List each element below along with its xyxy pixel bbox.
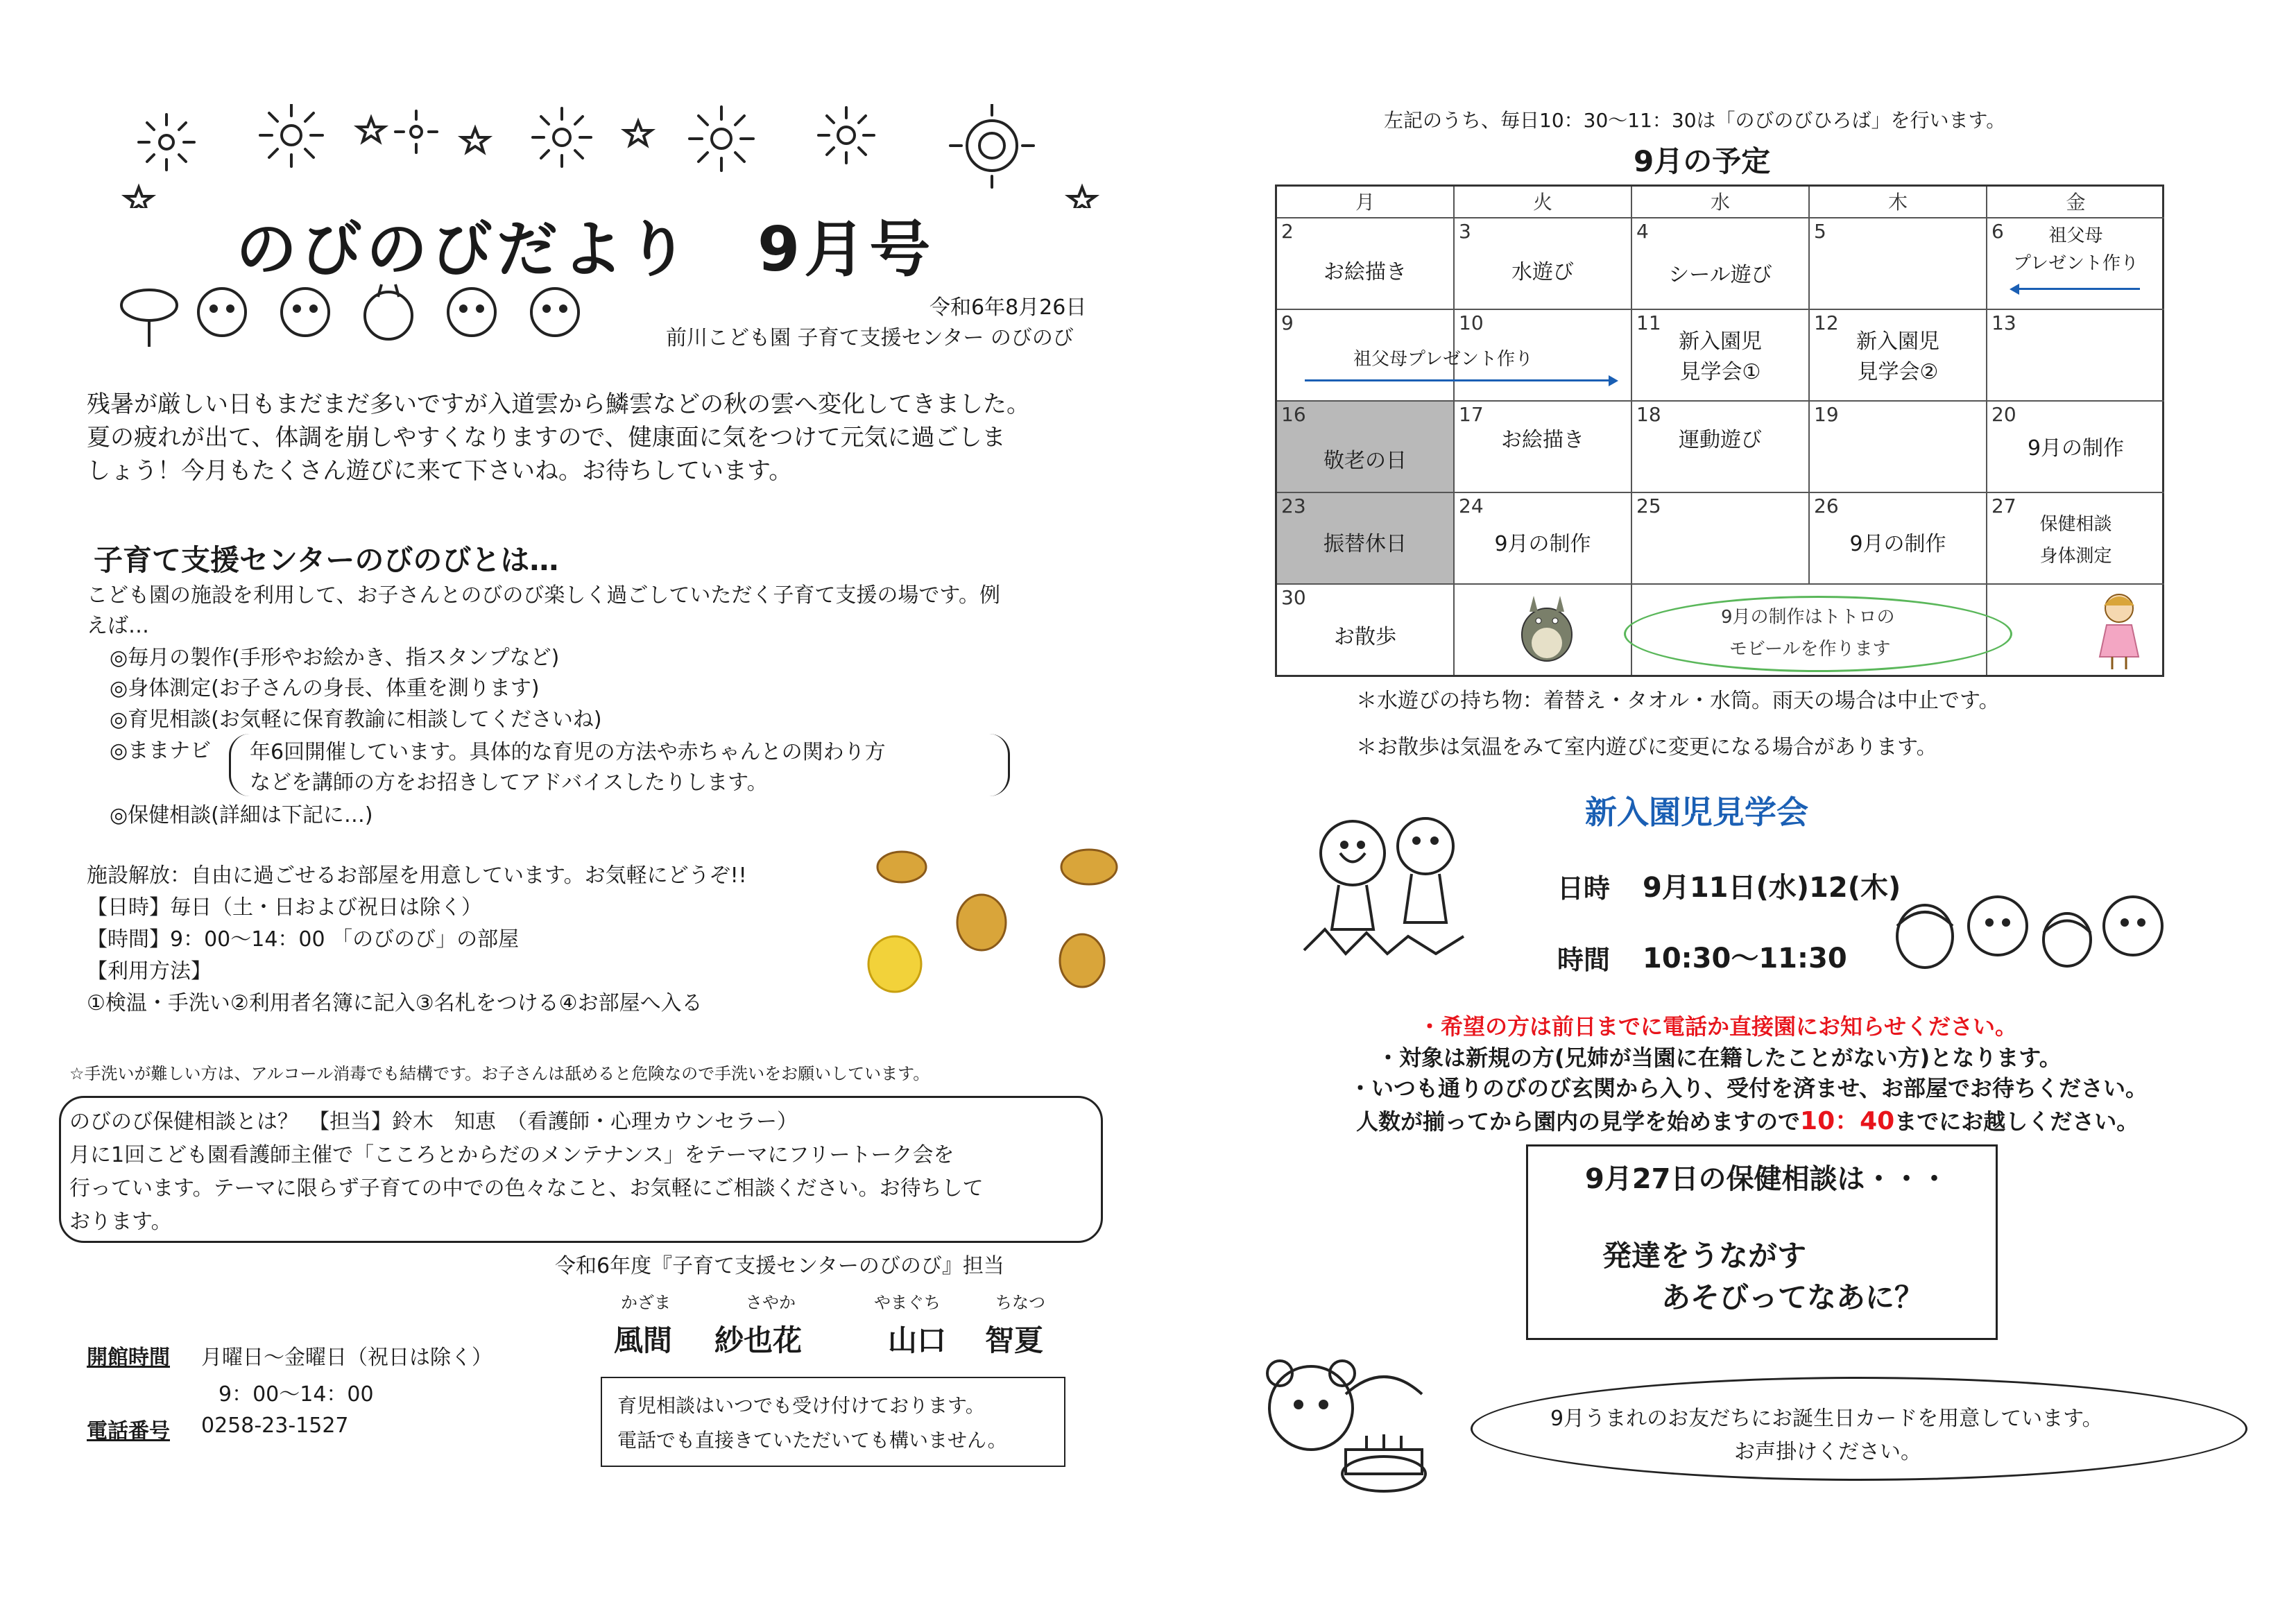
arrow-right-icon	[1305, 379, 1610, 381]
phone-label: 電話番号	[87, 1419, 170, 1443]
bubble-line-1: 9月の制作はトトロの	[1721, 607, 1895, 628]
day-number: 27	[1991, 495, 2016, 517]
arrow-left-head	[2010, 284, 2019, 295]
fireworks-decoration	[111, 104, 1103, 208]
cal-cell	[1810, 310, 1987, 402]
visit-note-red: ・希望の方は前日までに電話か直接園にお知らせください。	[1419, 1013, 2018, 1040]
schedule-note: 左記のうち、毎日10：30～11：30は「のびのびひろば」を行います。	[1384, 109, 2006, 132]
health-27-line-1: 発達をうながす	[1602, 1239, 1807, 1273]
totoro-illustration	[1516, 594, 1578, 667]
visit-title: 新入園児見学会	[1585, 793, 1808, 831]
staff-name-2: 紗也花	[714, 1323, 803, 1357]
facility-line-4: 【利用方法】	[87, 959, 212, 984]
cal-cell	[1277, 585, 1455, 675]
cal-cell	[1987, 493, 2164, 585]
day-event: 祖父母	[2048, 225, 2103, 246]
visit-time: 10:30～11:30	[1643, 943, 1847, 974]
staff-ruby-3: やまぐち	[874, 1293, 941, 1312]
cal-cell-holiday	[1277, 402, 1455, 493]
day-number: 2	[1281, 220, 1294, 243]
about-heading: 子育て支援センターのびのびとは…	[94, 543, 559, 577]
note-water-play: ＊水遊びの持ち物：着替え・タオル・水筒。雨天の場合は中止です。	[1356, 689, 2000, 713]
weekday-tue: 火	[1455, 187, 1632, 218]
girl-illustration	[2091, 590, 2147, 675]
day-number: 18	[1636, 403, 1661, 426]
day-number: 4	[1636, 220, 1649, 243]
cal-cell	[1455, 493, 1632, 585]
day-number: 11	[1636, 311, 1661, 334]
visit-note-3-time: 10：40	[1800, 1107, 1895, 1135]
visit-date: 9月11日(水)12(木)	[1643, 872, 1901, 904]
children-illustration	[1297, 805, 1477, 964]
cal-cell	[1455, 585, 1632, 675]
hours-time: 9：00～14：00	[219, 1382, 374, 1407]
issue-date: 令和6年8月26日	[929, 295, 1087, 320]
weekday-mon: 月	[1277, 187, 1455, 218]
mama-navi-line-1: 年6回開催しています。具体的な育児の方法や赤ちゃんとの関わり方	[250, 740, 886, 764]
visit-time-label: 時間	[1557, 945, 1611, 975]
about-item-health: ◎保健相談(詳細は下記に…)	[110, 803, 373, 827]
day-event: 振替休日	[1323, 532, 1407, 556]
visit-note-1: ・対象は新規の方(兄姉が当園に在籍したことがない方)となります。	[1377, 1045, 2062, 1071]
cal-cell	[1632, 402, 1810, 493]
day-event: 9月の制作	[2027, 436, 2125, 461]
mama-navi-label: ◎ままナビ	[110, 739, 212, 763]
day-event: 水遊び	[1511, 260, 1574, 284]
day-number: 9	[1281, 311, 1294, 334]
intro-line-1: 残暑が厳しい日もまだまだ多いですが入道雲から鱗雲などの秋の雲へ変化してきました。	[87, 390, 1030, 418]
newsletter-title: のびのびだより 9月号	[236, 214, 935, 285]
intro-line-2: 夏の疲れが出て、体調を崩しやすくなりますので、健康面に気をつけて元気に過ごしま	[87, 424, 1006, 452]
cal-cell	[1455, 402, 1632, 493]
day-number: 12	[1814, 311, 1839, 334]
visit-note-3-pre: 人数が揃ってから園内の見学を始めますので	[1356, 1108, 1801, 1135]
weekday-thu: 木	[1810, 187, 1987, 218]
day-number: 23	[1281, 495, 1306, 517]
staff-ruby-1: かざま	[621, 1293, 671, 1312]
weekday-fri: 金	[1987, 187, 2164, 218]
arrow-left-icon	[2015, 288, 2140, 290]
facility-line-3: 【時間】9：00～14：00 「のびのび」の部屋	[87, 927, 520, 952]
bubble-line-2: モビールを作ります	[1729, 639, 1891, 660]
day-number: 6	[1991, 220, 2004, 243]
cal-cell	[1632, 493, 1810, 585]
day-number: 24	[1459, 495, 1484, 517]
day-event-line-2: プレゼント作り	[2013, 253, 2139, 274]
bear-birthday-illustration	[1249, 1346, 1443, 1505]
day-event: お絵描き	[1501, 428, 1584, 452]
visit-date-label: 日時	[1557, 873, 1611, 904]
health-27-title: 9月27日の保健相談は・・・	[1585, 1163, 1948, 1195]
cal-cell	[1632, 218, 1810, 310]
day-event: 新入園児	[1679, 329, 1762, 354]
staff-ruby-4: ちなつ	[995, 1293, 1045, 1312]
staff-name-1: 風間	[614, 1323, 673, 1357]
day-event-line-2: 見学会②	[1857, 360, 1939, 384]
note-walk: ＊お散歩は気温をみて室内遊びに変更になる場合があります。	[1356, 735, 1937, 759]
cal-cell	[1810, 493, 1987, 585]
day-number: 20	[1991, 403, 2016, 426]
calendar-table	[1275, 184, 2164, 677]
about-line-1: こども園の施設を利用して、お子さんとのびのび楽しく過ごしていただく子育て支援の場です。例	[87, 583, 1000, 608]
day-event: シール遊び	[1668, 263, 1772, 287]
staff-name-4: 智夏	[985, 1323, 1044, 1357]
animal-characters-illustration	[111, 277, 610, 354]
day-number: 30	[1281, 586, 1306, 609]
day-event: 9月の制作	[1494, 532, 1591, 556]
hand-wash-note: ☆手洗いが難しい方は、アルコール消毒でも結構です。お子さんは舐めると危険なので手洗いをお願いしています。	[69, 1064, 930, 1083]
facility-line-1: 施設解放：自由に過ごせるお部屋を用意しています。お気軽にどうぞ!!	[87, 864, 747, 888]
consult-box-line-2: 電話でも直接きていただいても構いません。	[617, 1429, 1007, 1452]
facility-line-5: ①検温・手洗い②利用者名簿に記入③名札をつける④お部屋へ入る	[87, 991, 703, 1015]
about-item-monthly: ◎毎月の製作(手形やお絵かき、指スタンプなど)	[110, 646, 560, 670]
weekday-wed: 水	[1632, 187, 1810, 218]
cal-cell	[1987, 310, 2164, 402]
day-event: お散歩	[1334, 625, 1396, 649]
day-number: 10	[1459, 311, 1484, 334]
day-event: 新入園児	[1856, 329, 1939, 354]
cal-cell-holiday	[1277, 493, 1455, 585]
health-box-line-3: 行っています。テーマに限らず子育ての中での色々なこと、お気軽にご相談ください。お待ちして	[69, 1176, 984, 1201]
day-number: 3	[1459, 220, 1471, 243]
organization-name: 前川こども園 子育て支援センター のびのび	[666, 326, 1074, 350]
cal-cell	[1810, 402, 1987, 493]
arrow-right-head	[1609, 375, 1618, 386]
day-number: 17	[1459, 403, 1484, 426]
health-27-line-2: あそびってなあに？	[1661, 1280, 1924, 1314]
staff-ruby-2: さやか	[746, 1293, 796, 1312]
phone-number: 0258-23-1527	[201, 1414, 349, 1438]
intro-line-3: しょう！今月もたくさん遊びに来て下さいね。お待ちしています。	[87, 457, 793, 485]
health-box-line-1: のびのび保健相談とは？ 【担当】鈴木 知恵 （看護師・心理カウンセラー）	[69, 1110, 798, 1134]
health-box-line-4: おります。	[69, 1210, 172, 1234]
about-item-measure: ◎身体測定(お子さんの身長、体重を測ります)	[110, 676, 540, 701]
day-event-line-2: 身体測定	[2039, 546, 2112, 567]
hours-label: 開館時間	[87, 1346, 170, 1370]
birthday-line-1: 9月うまれのお友だちにお誕生日カードを用意しています。	[1550, 1407, 2103, 1431]
health-box-line-2: 月に1回こども園看護師主催で「こころとからだのメンテナンス」をテーマにフリートーク会を	[69, 1143, 954, 1167]
day-event-line-2: 見学会①	[1679, 360, 1761, 384]
day-event: 保健相談	[2039, 514, 2112, 535]
visit-note-3	[1356, 1101, 2139, 1137]
hours-value: 月曜日～金曜日（祝日は除く）	[201, 1346, 492, 1370]
cal-cell	[1987, 218, 2164, 310]
day-event: 運動遊び	[1679, 428, 1762, 452]
about-item-consult: ◎育児相談(お気軽に保育教諭に相談してくださいね)	[110, 707, 602, 732]
about-line-2: えば…	[87, 614, 149, 638]
staff-heading: 令和6年度『子育て支援センターのびのび』担当	[555, 1254, 1004, 1278]
cal-cell	[1810, 218, 1987, 310]
calendar-title: 9月の予定	[1634, 144, 1771, 178]
cal-cell	[1277, 218, 1455, 310]
day-event: 敬老の日	[1323, 449, 1407, 473]
day-number: 13	[1991, 311, 2016, 334]
day-number: 25	[1636, 495, 1661, 517]
visit-note-2: ・いつも通りのびのび玄関から入り、受付を済ませ、お部屋でお待ちください。	[1349, 1075, 2148, 1101]
mama-navi-line-2: などを講師の方をお招きしてアドバイスしたりします。	[250, 771, 768, 795]
cal-cell	[1632, 310, 1810, 402]
day-number: 19	[1814, 403, 1839, 426]
birthday-line-2: お声掛けください。	[1734, 1440, 1921, 1464]
staff-name-3: 山口	[888, 1323, 947, 1357]
cal-cell	[1455, 218, 1632, 310]
consult-box-line-1: 育児相談はいつでも受け付けております。	[617, 1394, 985, 1417]
day-number: 26	[1814, 495, 1839, 517]
day-number: 16	[1281, 403, 1306, 426]
day-event: お絵描き	[1323, 260, 1407, 284]
acorn-squirrels-illustration	[1887, 870, 2171, 981]
cal-cell	[1987, 402, 2164, 493]
grandparents-present-span: 祖父母プレゼント作り	[1353, 349, 1533, 370]
visit-note-3-post: までにお越しください。	[1894, 1108, 2139, 1135]
cal-cell	[1987, 585, 2164, 675]
squirrels-illustration	[860, 839, 1138, 1013]
facility-line-2: 【日時】毎日（土・日および祝日は除く）	[87, 895, 482, 920]
day-number: 5	[1814, 220, 1826, 243]
day-event: 9月の制作	[1849, 532, 1946, 556]
